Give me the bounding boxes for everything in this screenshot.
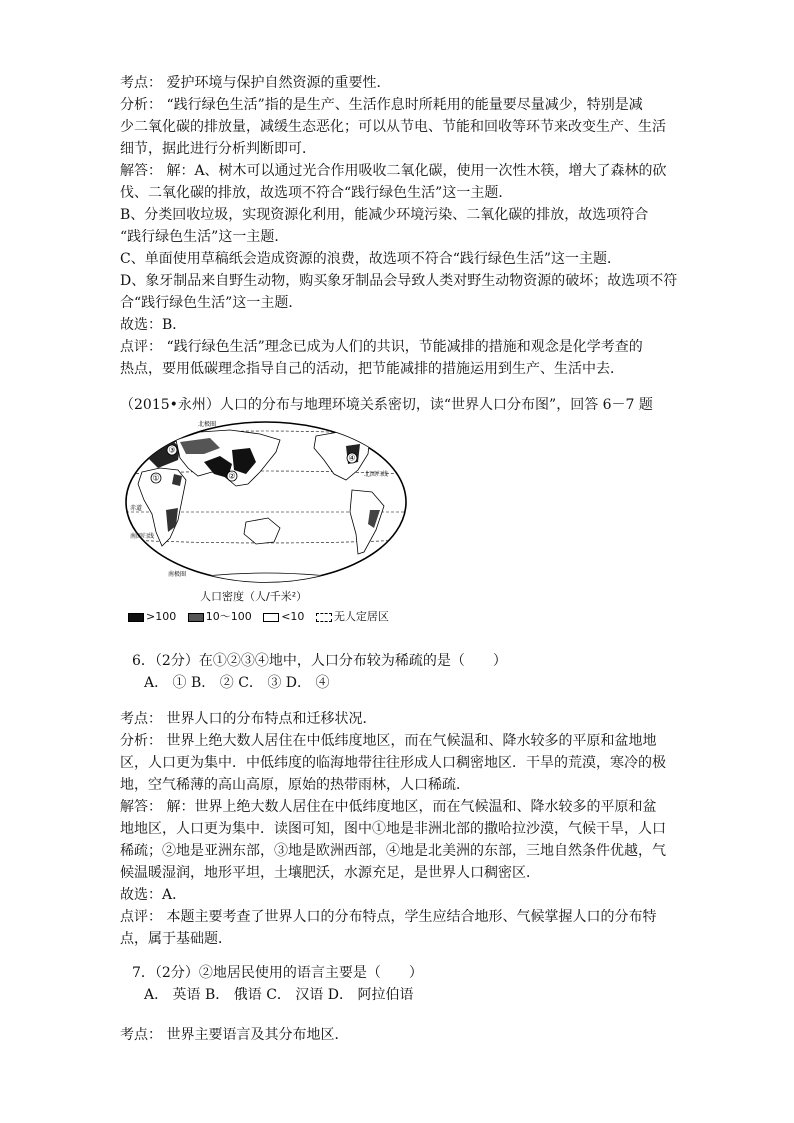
answer-line: 故选：B．: [120, 317, 187, 333]
q6-jieda: 解答： 解：世界上绝大数人居住在中低纬度地区，而在气候温和、降水较多的平原和盆: [120, 799, 657, 815]
q6-kaodian: 考点： 世界人口的分布特点和迁移状况．: [120, 711, 377, 727]
q7-options: A． 英语 B． 俄语 C． 汉语 D． 阿拉伯语: [144, 987, 414, 1003]
q6-fenxi: 地，空气稀薄的高山高原，原始的热带雨林，人口稀疏．: [120, 777, 470, 793]
legend-swatch: [188, 613, 204, 622]
svg-text:④: ④: [348, 453, 356, 463]
marker-1: [151, 473, 161, 483]
tropic-north-label: 北回归线: [364, 471, 389, 478]
q6-fenxi: 区，人口更为集中．中低纬度的临海地带往往形成人口稠密地区．干旱的荒漠，寒冷的极: [120, 755, 666, 771]
legend-swatch: [316, 613, 332, 622]
q6-stem: 6．（2分）在①②③④地中，人口分布较为稀疏的是（ ）: [132, 653, 507, 669]
marker-2: [227, 471, 237, 481]
svg-text:②: ②: [228, 471, 236, 481]
fenxi-line: 分析： “践行绿色生活”指的是生产、生活作息时所耗用的能量要尽量减少，特别是减: [120, 97, 643, 113]
dianping-line: 点评： “践行绿色生活”理念已成为人们的共识，节能减排的措施和观念是化学考查的: [120, 339, 643, 355]
q6-dianping: 点，属于基础题．: [120, 931, 232, 947]
legend-item-medium: [188, 610, 252, 623]
legend-label: <10: [281, 610, 305, 623]
marker-4: [347, 453, 357, 463]
legend-label: >100: [146, 610, 177, 623]
q6-jieda: 候温暖湿润，地形平坦，土壤肥沃，水源充足，是世界人口稠密区．: [120, 865, 540, 881]
q6-options: A． ① B． ② C． ③ D． ④: [144, 675, 330, 691]
svg-text:①: ①: [152, 473, 160, 483]
q6-dianping: 点评： 本题主要考查了世界人口的分布特点，学生应结合地形、气候掌握人口的分布特: [120, 909, 657, 925]
q6-answer: 故选：A．: [120, 887, 187, 903]
legend-swatch: [263, 613, 279, 622]
jieda-line: D、象牙制品来自野生动物，购买象牙制品会导致人类对野生动物资源的破坏；故选项不符: [120, 273, 678, 289]
marker-3: [167, 445, 177, 455]
svg-text:③: ③: [168, 445, 176, 455]
legend-swatch: [128, 613, 144, 622]
jieda-line: 伐、二氧化碳的排放，故选项不符合“践行绿色生活”这一主题．: [120, 185, 513, 201]
jieda-line: C、单面使用草稿纸会造成资源的浪费，故选项不符合“践行绿色生活”这一主题．: [120, 251, 622, 267]
question-intro: （2015•永州）人口的分布与地理环境关系密切，读“世界人口分布图”，回答 6－7 题: [120, 397, 653, 413]
legend-item-uninhabited: [316, 610, 389, 623]
jieda-line: 合“践行绿色生活”这一主题．: [120, 295, 303, 311]
arctic-label: 北极圈: [198, 421, 217, 428]
legend-label: 10～100: [205, 610, 252, 623]
jieda-line: “践行绿色生活”这一主题．: [120, 229, 289, 245]
legend-item-low: [263, 610, 304, 623]
q6-fenxi: 分析： 世界上绝大数人居住在中低纬度地区，而在气候温和、降水较多的平原和盆地地: [120, 733, 657, 749]
q6-jieda: 地地区，人口更为集中．读图可知，图中①地是非洲北部的撒哈拉沙漠，气候干旱，人口: [120, 821, 666, 837]
legend-title: 人口密度（人/千米²）: [200, 590, 308, 603]
fenxi-line: 少二氧化碳的排放量，减缓生态恶化；可以从节电、节能和回收等环节来改变生产、生活: [120, 119, 666, 135]
fenxi-line: 细节，据此进行分析判断即可．: [120, 141, 316, 157]
tropic-south-label: 南回归线: [130, 533, 155, 540]
legend-label: 无人定居区: [333, 610, 389, 623]
q6-jieda: 稀疏；②地是亚洲东部，③地是欧洲西部，④地是北美洲的东部，三地自然条件优越，气: [120, 843, 666, 859]
kaodian-line: 考点： 爱护环境与保护自然资源的重要性．: [120, 75, 391, 91]
jieda-line: B、分类回收垃圾，实现资源化利用，能减少环境污染、二氧化碳的排放，故选项符合: [120, 207, 649, 223]
q7-kaodian: 考点： 世界主要语言及其分布地区．: [120, 1027, 349, 1043]
antarctica-landmass: [160, 573, 372, 590]
jieda-line: 解答： 解：A、树木可以通过光合作用吸收二氧化碳，使用一次性木筷，增大了森林的砍: [120, 163, 667, 179]
legend-item-high: [128, 610, 176, 623]
map-legend: [128, 610, 397, 624]
equator-label: 赤道: [130, 505, 143, 512]
antarctic-label: 南极圈: [168, 571, 187, 578]
dianping-line: 热点，要用低碳理念指导自己的活动，把节能减排的措施运用到生产、生活中去．: [120, 361, 624, 377]
q7-stem: 7．（2分）②地居民使用的语言主要是（ ）: [132, 965, 423, 981]
